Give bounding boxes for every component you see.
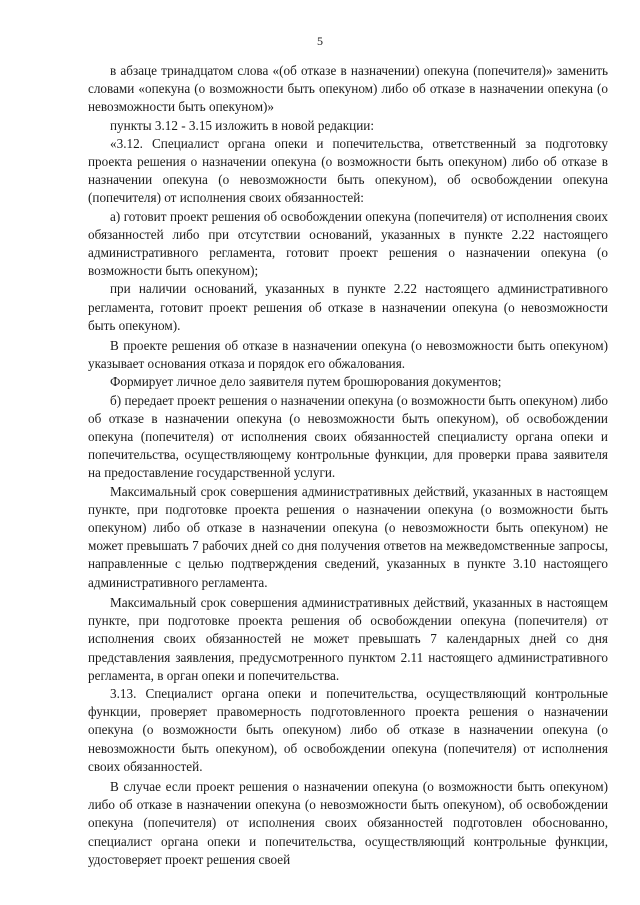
document-body <box>88 62 608 869</box>
page-number: 5 <box>317 34 323 48</box>
paragraph: при наличии оснований, указанных в пункте 2.22 настоящего административного регламента, готовит проект решения об отказе в назначении опекуна (о невозможности быть опекуном). <box>88 281 608 333</box>
paragraph: Максимальный срок совершения административных действий, указанных в настоящем пункте, при подготовке проекта решения об освобождении опекуна (попечителя) от исполнения своих обязанностей не может превышать 7 календарных дней со дня представления заявления, предусмотренного пунктом 2.11 настоящего административного регламента, в орган опеки и попечительства. <box>88 594 608 683</box>
paragraph: В случае если проект решения о назначении опекуна (о возможности быть опекуном) либо об отказе в назначении опекуна (о невозможности быть опекуном), об освобождении опекуна (попечителя) от исполнения своих обязанностей подготовлен обоснованно, специалист органа опеки и попечительства, осуществляющий контрольные функции, удостоверяет проект решения своей <box>88 778 608 867</box>
paragraph: Формирует личное дело заявителя путем брошюрования документов; <box>110 374 502 390</box>
paragraph: пункты 3.12 - 3.15 изложить в новой редакции: <box>110 117 374 133</box>
paragraph: б) передает проект решения о назначении опекуна (о возможности быть опекуном) либо об отказе в назначении опекуна (о невозможности быть опекуном), об освобождении опекуна (попечителя) от исполнения своих обязанностей специалисту органа опеки и попечительства, осуществляющему контрольные функции, для проверки права заявителя на предоставление государственной услуги. <box>88 392 608 481</box>
paragraph: Максимальный срок совершения административных действий, указанных в настоящем пункте, при подготовке проекта решения о назначении опекуна (о возможности быть опекуном) либо об отказе в назначении опекуна (о невозможности быть опекуном) не может превышать 7 рабочих дней со дня получения ответов на межведомственные запросы, направленные с целью подтверждения сведений, указанных в пункте 3.10 настоящего административного регламента. <box>88 483 608 590</box>
paragraph: «3.12. Специалист органа опеки и попечительства, ответственный за подготовку проекта решения о назначении опекуна (о возможности быть опекуном) либо об отказе в назначении опекуна (о невозможности быть опекуном), об освобождении опекуна (попечителя) от исполнения своих обязанностей: <box>88 135 608 206</box>
paragraph: а) готовит проект решения об освобождении опекуна (попечителя) от исполнения своих обязанностей либо при отсутствии оснований, указанных в пункте 2.22 настоящего административного регламента, готовит проект решения о назначении опекуна (о возможности быть опекуном); <box>88 208 608 279</box>
paragraph: в абзаце тринадцатом слова «(об отказе в назначении) опекуна (попечителя)» заменить словами «опекуна (о возможности быть опекуном) либо об отказе в назначении опекуна (о невозможности быть опекуном)» <box>88 63 608 115</box>
paragraph: 3.13. Специалист органа опеки и попечительства, осуществляющий контрольные функции, проверяет правомерность подготовленного проекта решения о назначении опекуна (о возможности быть опекуном) либо об отказе в назначении опекуна (о невозможности быть опекуном), об освобождении опекуна (попечителя) от исполнения своих обязанностей. <box>88 685 608 774</box>
paragraph: В проекте решения об отказе в назначении опекуна (о невозможности быть опекуном) указывает основания отказа и порядок его обжалования. <box>88 338 608 372</box>
